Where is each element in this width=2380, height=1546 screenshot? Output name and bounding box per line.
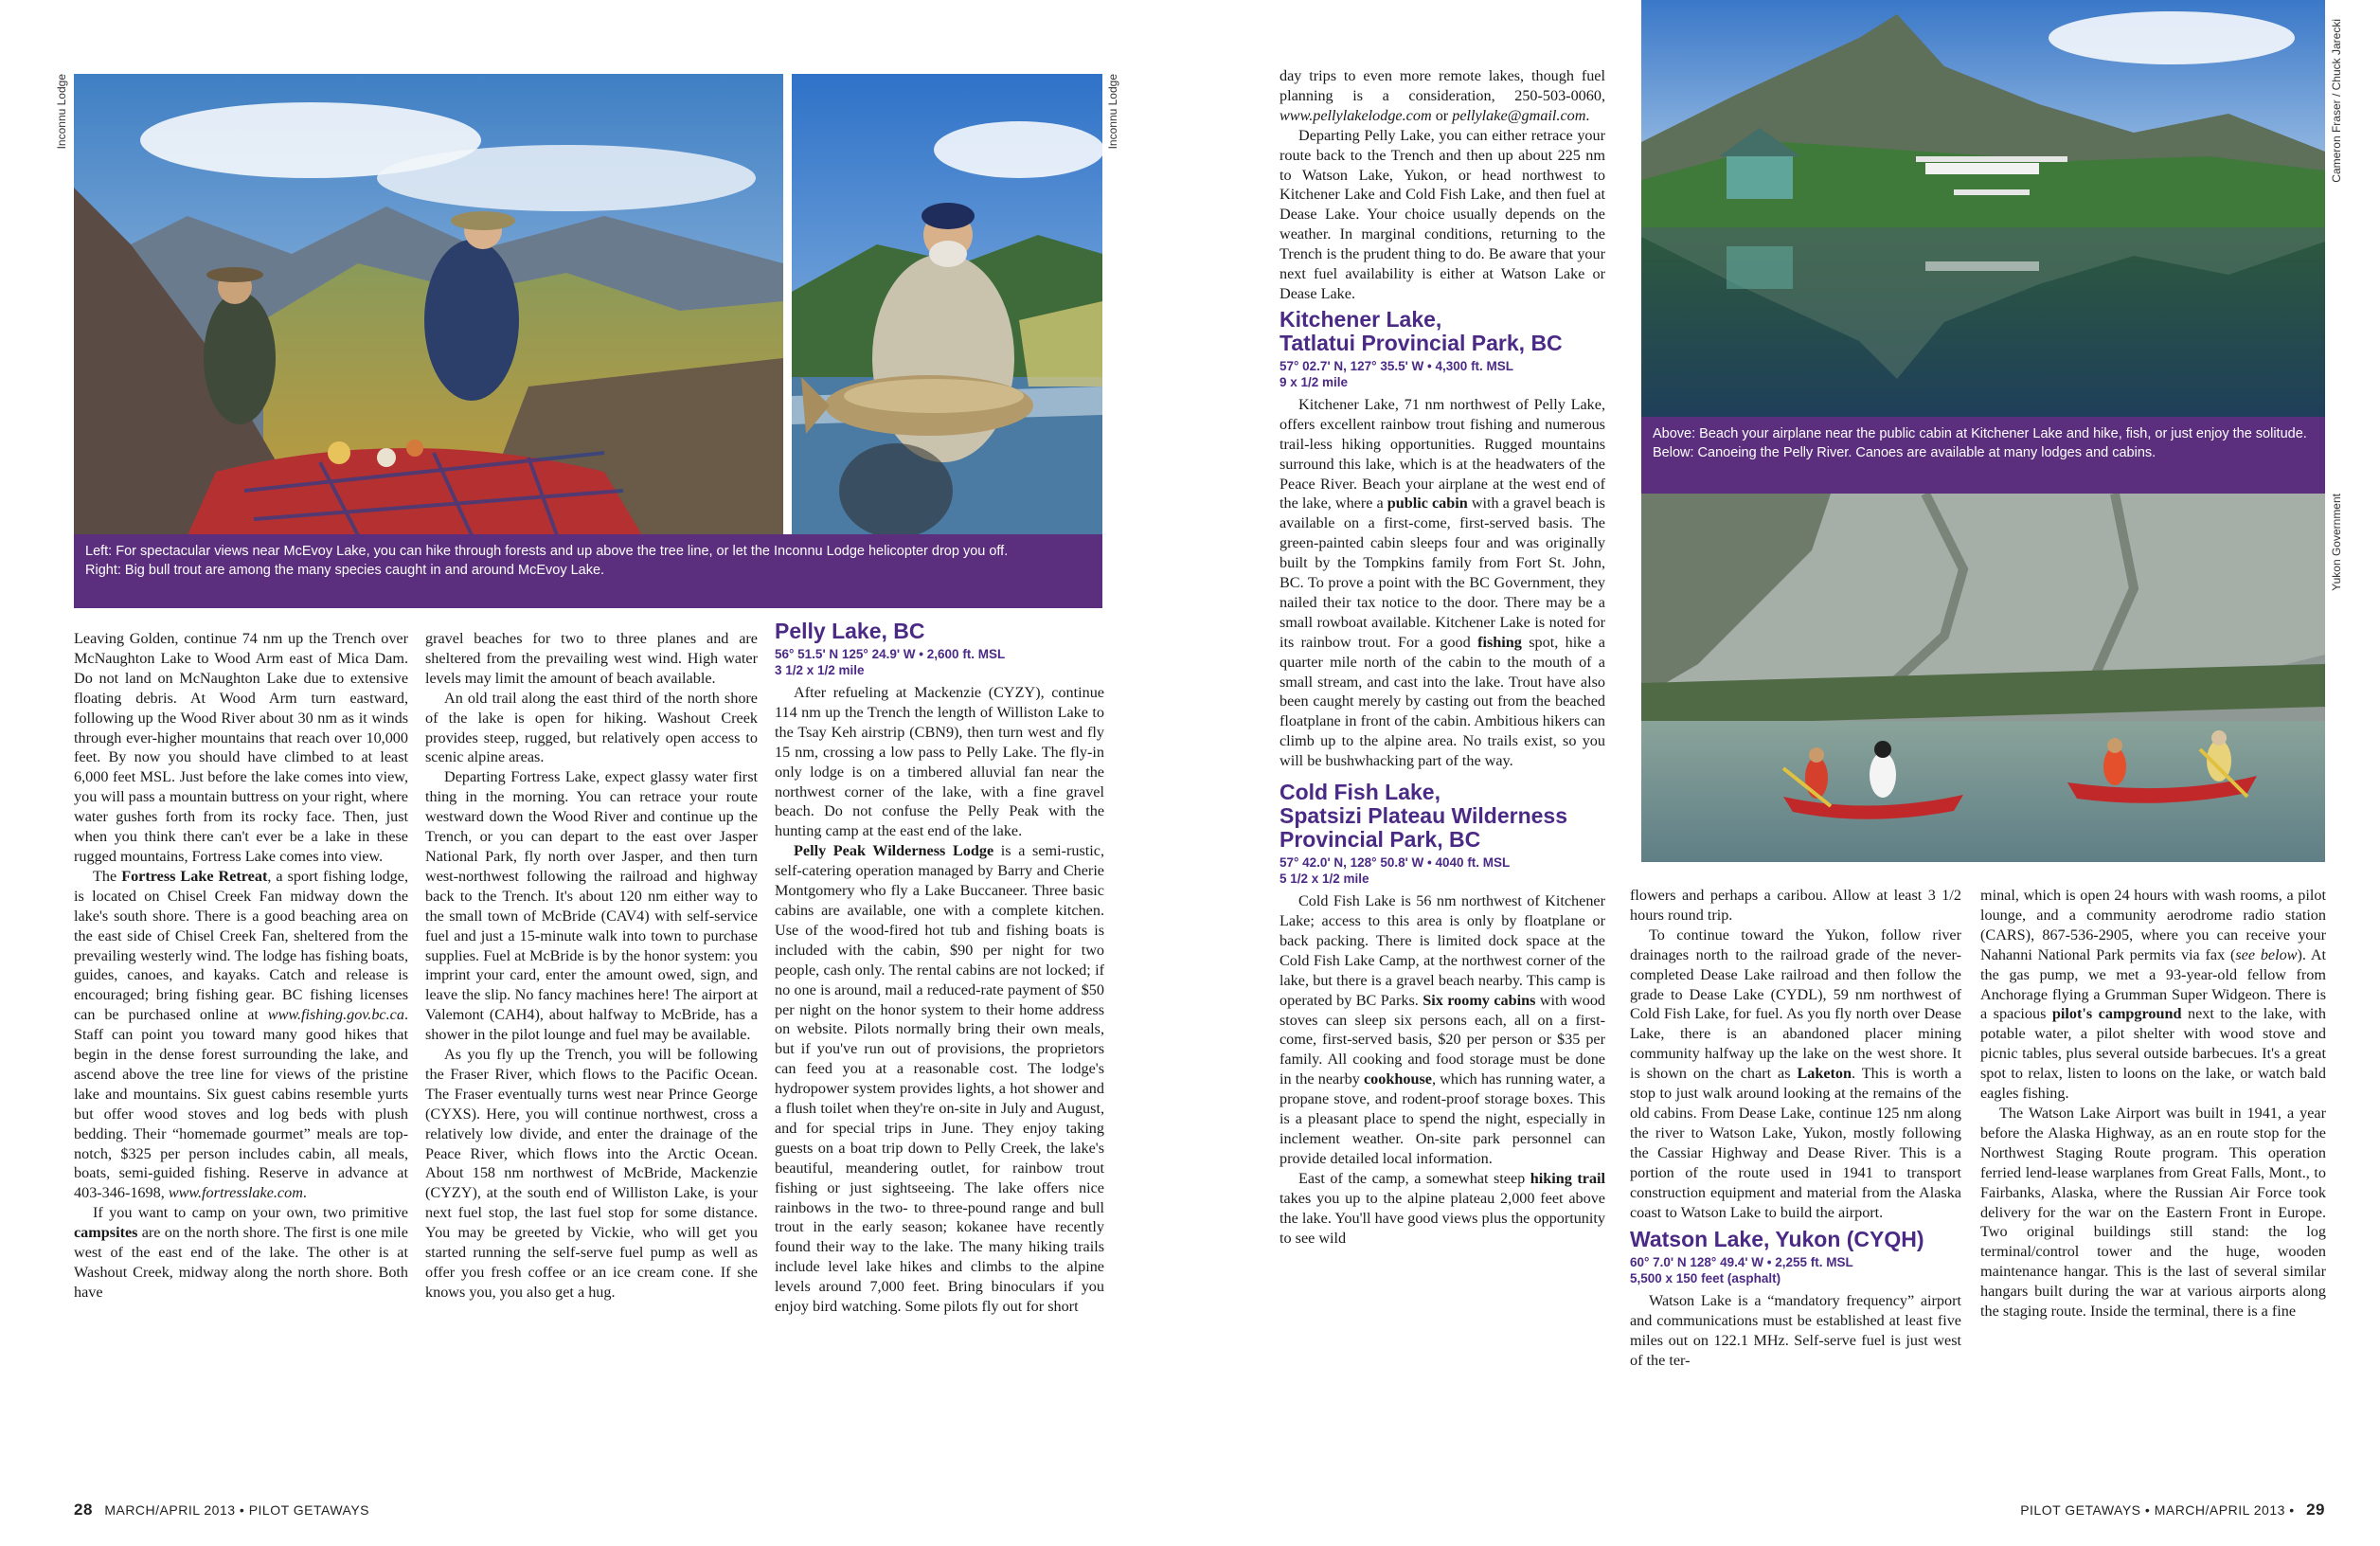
link-pellylakelodge[interactable]: www.pellylakelodge.com [1279,106,1432,124]
photo-credit: Cameron Fraser / Chuck Jarecki [2330,19,2343,183]
paragraph: gravel beaches for two to three planes and are sheltered from the prevailing west wind. High water levels may limit the amount of beach available. [425,630,758,687]
paragraph: Cold Fish Lake is 56 nm northwest of Kitchener Lake; access to this area is only by floatplane or back packing. There is limited dock space at the Cold Fish Lake Camp, at the northwest corner of the lake, but there is a gravel beach nearby. This camp is operated by BC Parks. Six roomy cabins with wood stoves can sleep six persons each, all on a first-come, first-served basis, $20 per person or $35 per family. All cooking and food storage must be done in the nearby cookhouse, which has running water, a propane stove, and rodent-proof storage boxes. This is a pleasant place to spend the night, especially in inclement weather. On-site park personnel can provide detailed local information. [1279,892,1605,1167]
photo-caption-left [74,534,1102,608]
section-heading-watson-lake: Watson Lake, Yukon (CYQH) [1630,1227,1924,1252]
pelly-river-canoe-photo [1641,494,2325,862]
paragraph: Kitchener Lake, 71 nm northwest of Pelly Lake, offers excellent rainbow trout fishing and numerous trail-less hiking opportunities. Rugged mountains surround this lake, which is at the headwaters of the Peace River. Beach your airplane at the west end of the lake, where a public cabin with a gravel beach is available on a first-come, first-served basis. The green-painted cabin sleeps four and was originally built by the Tompkins family from Fort St. John, BC. To prove a point with the BC Government, they nailed their tax notice to the door. There may be a small rowboat available. Kitchener Lake is noted for its rainbow trout. For a good fishing spot, hike a quarter mile north of the cabin to the mouth of a small stream, and cast into the lake. Trout have also been caught merely by casting out from the beached floatplane in front of the cabin. Ambitious hikers can climb up to the alpine area. No trails exist, so you will be bushwhacking part of the way. [1279,395,1605,770]
hiking-picnic-photo [74,74,783,535]
paragraph: Departing Fortress Lake, expect glassy water first thing in the morning. You can retrace your route westward down the Wood River and continue up the Trench, or you can depart to the east over Jasper National Park, fly north over Jasper, and then turn west-northwest following the railroad and highway back to the Trench. It's about 120 nm either way to the small town of McBride (CAV4) with self-service fuel and just a 15-minute walk into town to purchase supplies. Fuel at McBride is by the honor system: you imprint your card, enter the amount owed, sign, and leave the slip. No fancy machines here! The airport at Valemont (CAH4), about halfway to McBride, has a shower in the pilot lounge and fuel may be available. [425,768,758,1044]
paragraph: East of the camp, a somewhat steep hiking trail takes you up to the alpine plateau 2,000 feet above the lake. You'll have good views plus the opportunity to see wild [1279,1169,1606,1247]
article-column-6 [1980,886,2326,1321]
paragraph: After refueling at Mackenzie (CYZY), continue 114 nm up the Trench the length of Williston Lake to the Tsay Keh airstrip (CBN9), then turn west and fly 15 nm, crossing a low pass to Pelly Lake. The fly-in only lodge is on a timbered alluvial fan near the northwest corner of the lake, with a fine gravel beach. Do not confuse the Pelly Peak with the hunting camp at the east end of the lake. [775,684,1104,840]
article-column-1 [74,629,408,1303]
article-column-5 [1630,886,1961,1371]
paragraph: Pelly Peak Wilderness Lodge is a semi-rustic, self-catering operation managed by Barry and Cherie Montgomery who fly a Lake Buccaneer. Three basic cabins are available, one with a complete kitchen. Use of the wood-fired hot tub and fishing boats is included with the cabin, $90 per night for two people, cash only. The rental cabins are not locked; if no one is around, mail a reduced-rate payment of $50 per night on the honor system to their home address on website. Pilots normally bring their own meals, but if you've run out of provisions, the proprietors can feed you at a reasonable cost. The lodge's hydropower system provides lights, a hot shower and a flush toilet when they're on-site in July and August, and for special trips in June. They enjoy taking guests on a boat trip down to Pelly Creek, the lake's beautiful, meandering outlet, for rainbow trout fishing or just sightseeing. The lake offers nice rainbows in the two- to three-pound range and bull trout in the early season; kokanee have recently found their way to the lake. The many hiking trails include level lake hikes and climbs to the alpine levels around 7,000 feet. Bring binoculars if you enjoy bird watching. Some pilots fly out for short [775,842,1104,1316]
kitchener-lake-size: 9 x 1/2 mile [1279,374,1349,389]
page-number: 28 [74,1501,93,1519]
link-fishing-gov[interactable]: www.fishing.gov.bc.ca [267,1006,404,1024]
caption-line: Above: Beach your airplane near the public cabin at Kitchener Lake and hike, fish, or just enjoy the solitude. [1653,426,2307,441]
footer-left [74,1501,369,1519]
paragraph: To continue toward the Yukon, follow river drainages north to the railroad grade of the never-completed Dease Lake railroad and then follow the grade to Dease Lake (CYDL), 59 nm northwest of Cold Fish Lake, for fuel. As you fly north over Dease Lake, there is an abandoned placer mining community halfway up the lake on the west shore. It is shown on the chart as Laketon. This is worth a stop to just walk around looking at the remains of the old cabins. From Dease Lake, continue 125 nm along the river to Watson Lake, Yukon, mostly following the Cassiar Highway and Dease River. This is a portion of the route used in 1941 to transport construction equipment and material from the Alaska coast to Watson Lake to build the airport. [1630,926,1962,1221]
caption-line: Below: Canoeing the Pelly River. Canoes are available at many lodges and cabins. [1653,445,2156,460]
footer-text: PILOT GETAWAYS • MARCH/APRIL 2013 • [2020,1502,2295,1518]
cold-fish-lake-size: 5 1/2 x 1/2 mile [1279,872,1369,887]
paragraph: An old trail along the east third of the north shore of the lake is open for hiking. Washout Creek provides steep, rugged, but relatively open access to scenic alpine areas. [425,689,758,766]
cold-fish-lake-coordinates: 57° 42.0' N, 128° 50.8' W • 4040 ft. MSL [1279,855,1511,871]
paragraph: flowers and perhaps a caribou. Allow at least 3 1/2 hours round trip. [1630,887,1961,924]
campsites: campsites [74,1224,138,1242]
link-fortresslake[interactable]: www.fortresslake.com [168,1184,303,1202]
photo-credit: Inconnu Lodge [55,74,68,150]
paragraph: The Fortress Lake Retreat, a sport fishing lodge, is located on Chisel Creek Fan midway down the lake's south shore. There is a good beaching area on the east side of Chisel Creek Fan, sheltered from the prevailing westerly wind. The lodge has fishing boats, guides, canoes, and kayaks. Catch and release is encouraged; bring fishing gear. BC fishing licenses can be purchased online at www.fishing.gov.bc.ca. Staff can point you toward many good hikes that begin in the dense forest surrounding the lake, and ascend above the tree line for views of the pristine lake and mountains. Six guest cabins resemble yurts but offer wood stoves and log beds with plush bedding. Their “homemade gourmet” meals are top-notch, $325 per person includes cabin, all meals, boats, semi-guided fishing. Reserve in advance at 403-346-1698, www.fortresslake.com. [74,867,408,1202]
caption-line: Right: Big bull trout are among the many species caught in and around McEvoy Lake. [85,563,605,578]
paragraph: As you fly up the Trench, you will be following the Fraser River, which flows to the Pacific Ocean. The Fraser eventually turns west near Prince George (CYXS). Here, you will continue northwest, cross a relatively low divide, and enter the drainage of the Peace River, which flows into the Arctic Ocean. About 158 nm northwest of McBride, Mackenzie (CYZY), at the south end of Williston Lake, is your next fuel stop, the last fuel stop for some distance. You may be greeted by Vickie, who will get you started running the self-serve fuel pump as well as offer you fresh coffee or an ice cream cone. If she knows you, you also get a hug. [425,1046,758,1301]
paragraph: If you want to camp on your own, two primitive campsites are on the north shore. The first is one mile west of the east end of the lake. The other is at Washout Creek, midway along the north shore. Both have [74,1204,408,1301]
pelly-lake-size: 3 1/2 x 1/2 mile [775,663,865,677]
paragraph: The Watson Lake Airport was built in 1941, a year before the Alaska Highway, as an en route stop for the Northwest Staging Route program. This operation ferried lend-lease warplanes from Great Falls, Mont., to Fairbanks, Alaska, where the Russian Air Force took delivery for the war on the Eastern Front in Europe. Two original buildings still stand: the log terminal/control tower and the huge, wooden maintenance hangar. This is the last of several similar hangars built during the war at various airports along the staging route. Inside the terminal, there is a fine [1980,1104,2326,1321]
watson-lake-runway: 5,500 x 150 feet (asphalt) [1630,1271,1781,1286]
footer-text: MARCH/APRIL 2013 • PILOT GETAWAYS [104,1502,370,1518]
article-column-4 [1279,66,1605,1248]
section-heading-cold-fish-lake: Cold Fish Lake, Spatsizi Plateau Wilderness Provincial Park, BC [1279,780,1568,853]
page-number: 29 [2306,1501,2325,1519]
photo-caption-right [1641,417,2325,494]
section-heading-kitchener-lake: Kitchener Lake, Tatlatui Provincial Park, BC [1279,306,1563,355]
fortress-lake-retreat: Fortress Lake Retreat [121,867,268,885]
paragraph: Departing Pelly Lake, you can either retrace your route back to the Trench and then up about 225 nm to Watson Lake, Yukon, or head northwest to Kitchener Lake and Cold Fish Lake, and then fuel at Dease Lake. Your choice usually depends on the weather. In marginal conditions, returning to the Trench is the prudent thing to do. Be aware that your next fuel availability is either at Watson Lake or Dease Lake. [1279,126,1605,302]
photo-credit: Inconnu Lodge [1106,74,1119,150]
bull-trout-photo [792,74,1102,535]
section-heading-pelly-lake: Pelly Lake, BC [775,619,925,643]
article-column-3 [775,616,1104,1317]
pelly-lake-coordinates: 56° 51.5' N 125° 24.9' W • 2,600 ft. MSL [775,647,1006,661]
article-column-2 [425,629,758,1303]
paragraph: minal, which is open 24 hours with wash rooms, a pilot lounge, and a community aerodrome radio station (CARS), 867-536-2905, where you can receive your Nahanni National Park permits via fax (see below). At the gas pump, we met a 93-year-old fellow from Anchorage flying a Grumman Super Widgeon. There is a spacious pilot's campground next to the lake, with potable water, a pilot shelter with wood stove and picnic tables, plus several outside barbecues. It's a great spot to relax, listen to loons on the lake, or watch bald eagles fishing. [1980,887,2327,1103]
kitchener-lake-floatplane-photo [1641,0,2325,417]
footer-right [2020,1501,2325,1519]
paragraph: Leaving Golden, continue 74 nm up the Trench over McNaughton Lake to Wood Arm east of Mica Dam. Do not land on McNaughton Lake due to extensive floating debris. At Wood Arm turn eastward, following up the Wood River about 30 nm as it winds through ever-higher mountains that reach over 10,000 feet. By now you should have climbed to at least 6,000 feet MSL. Just before the lake comes into view, you will pass a mountain buttress on your right, where water gushes forth from its rocky face. Then, just when you think there can't ever be a lake in these rugged mountains, Fortress Lake comes into view. [74,630,408,865]
caption-line: Left: For spectacular views near McEvoy Lake, you can hike through forests and up above the tree line, or let the Inconnu Lodge helicopter drop you off. [85,544,1009,559]
pelly-peak-wilderness-lodge: Pelly Peak Wilderness Lodge [794,842,994,860]
photo-credit: Yukon Government [2330,494,2343,591]
pilots-campground: pilot's campground [2051,1005,2182,1023]
laketon: Laketon [1797,1065,1852,1083]
paragraph: Watson Lake is a “mandatory frequency” airport and communications must be established at least five miles out on 122.1 MHz. Self-serve fuel is just west of the ter- [1630,1292,1961,1370]
link-pellylake-email[interactable]: pellylake@gmail.com [1452,106,1586,124]
watson-lake-coordinates: 60° 7.0' N 128° 49.4' W • 2,255 ft. MSL [1630,1255,1853,1270]
paragraph: day trips to even more remote lakes, though fuel planning is a consideration, 250-503-0060, www.pellylakelodge.com or pellylake@gmail.com. [1279,67,1605,124]
kitchener-lake-coordinates: 57° 02.7' N, 127° 35.5' W • 4,300 ft. MSL [1279,358,1514,373]
